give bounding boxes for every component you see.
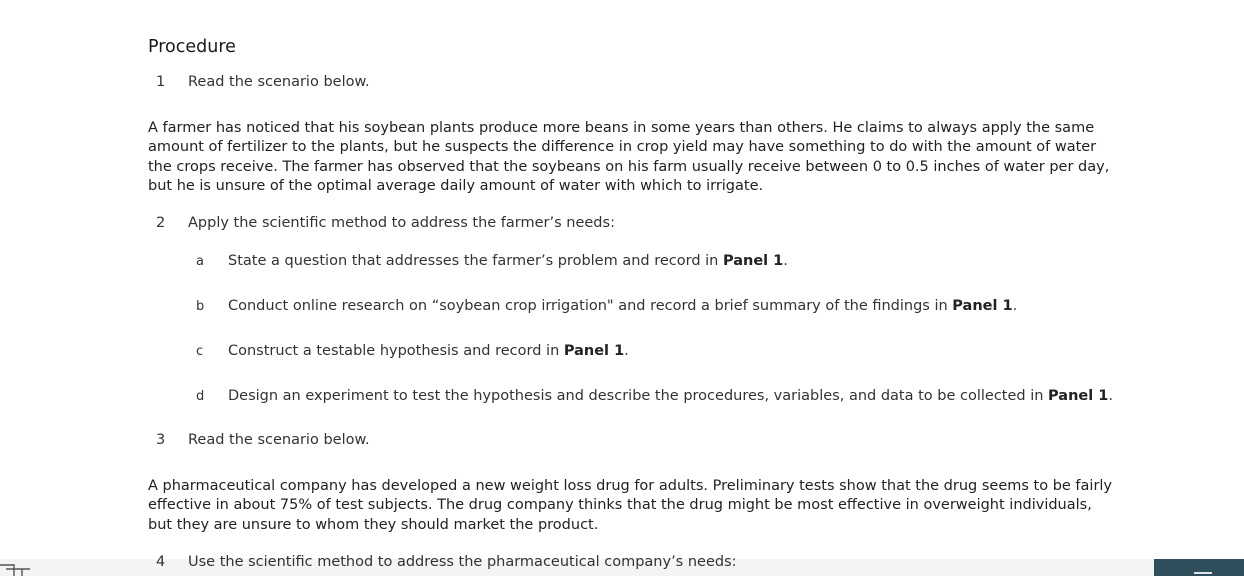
step-text: Read the scenario below. bbox=[188, 74, 370, 90]
panel-reference: Panel 1 bbox=[722, 253, 784, 269]
panel-reference: Panel 1 bbox=[1048, 388, 1109, 404]
substep-text: Conduct online research on “soybean crop irrigation" and record a brief summary of the findings in bbox=[228, 298, 953, 314]
step-number: 1 bbox=[156, 74, 166, 90]
substep-text: Design an experiment to test the hypothesis and describe the procedures, variables, and data to be collected in bbox=[228, 388, 1049, 404]
substep-letter: c bbox=[196, 344, 204, 359]
panel-reference: Panel 1 bbox=[952, 298, 1013, 314]
scenario-farmer: A farmer has noticed that his soybean plants produce more beans in some years than others. He claims to always apply the same amount of fertilizer to the plants, but he suspects the difference in crop yield may have something to do with the amount of water the crops receive. The farmer has observed that the soybeans on his farm usually receive between 0 to 0.5 inches of water per day, but he is unsure of the optimal average daily amount of water with which to irrigate. bbox=[148, 120, 1110, 194]
substep-end: . bbox=[1012, 298, 1018, 314]
substep-end: . bbox=[624, 343, 629, 359]
step-number: 4 bbox=[156, 554, 166, 570]
substep-c bbox=[188, 343, 629, 359]
scenario-pharma: A pharmaceutical company has developed a new weight loss drug for adults. Preliminary tests show that the drug seems to be fairly effective in about 75% of test subjects. The drug company thinks that the drug might be most effective in overweight individuals, but they are unsure to whom they should market the product. bbox=[148, 478, 1113, 533]
minus-icon bbox=[1194, 572, 1212, 574]
substep-letter: d bbox=[196, 389, 205, 404]
page-title: Procedure bbox=[148, 37, 236, 57]
collapse-panel-button[interactable] bbox=[1154, 559, 1244, 576]
expand-corner-icon[interactable] bbox=[0, 559, 30, 576]
panel-reference: Panel 1 bbox=[563, 343, 625, 359]
step-4 bbox=[148, 554, 737, 570]
step-2 bbox=[148, 215, 615, 231]
step-3 bbox=[148, 432, 370, 448]
substep-end: . bbox=[1108, 388, 1113, 404]
substep-end: . bbox=[783, 253, 788, 269]
substep-d bbox=[188, 388, 1113, 404]
step-number: 2 bbox=[156, 215, 166, 231]
step-text: Read the scenario below. bbox=[188, 432, 370, 448]
substep-b bbox=[188, 298, 1017, 314]
step-text: Use the scientific method to address the pharmaceutical company’s needs: bbox=[188, 554, 737, 570]
substep-letter: a bbox=[196, 254, 204, 269]
step-number: 3 bbox=[156, 432, 166, 448]
step-text: Apply the scientific method to address the farmer’s needs: bbox=[188, 215, 615, 231]
step-1 bbox=[148, 74, 370, 90]
substep-text: Construct a testable hypothesis and record in bbox=[228, 343, 564, 359]
substep-text: State a question that addresses the farmer’s problem and record in bbox=[228, 253, 723, 269]
substep-letter: b bbox=[196, 299, 205, 314]
substep-a bbox=[188, 253, 788, 269]
